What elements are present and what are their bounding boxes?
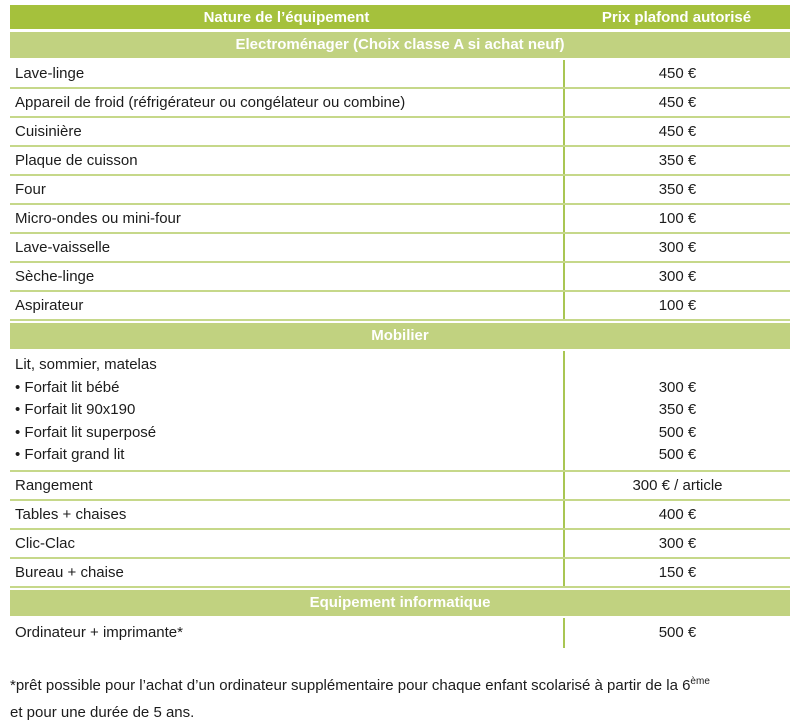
row-price: 400 € [563,501,790,528]
row-price: 450 € [563,60,790,87]
table-row [10,472,790,501]
row-price-group [563,351,790,470]
row-price: 100 € [563,205,790,232]
footnote-line1: *prêt possible pour l’achat d’un ordinateur supplémentaire pour chaque enfant scolarisé à partir de la 6 [10,676,691,694]
row-price-line [565,354,790,377]
header-prix-plafond: Prix plafond autorisé [601,8,752,26]
row-label: Bureau + chaise [15,563,124,581]
row-label: Four [15,181,46,198]
row-price-line: 500 € [658,446,697,463]
row-label-line: • Forfait lit superposé [15,423,157,441]
row-price-line: 350 € [658,401,697,418]
footnote-superscript: ème [690,675,710,687]
table-row [10,176,790,205]
row-price: 100 € [563,292,790,319]
row-label: Cuisinière [15,123,82,140]
table-row [10,205,790,234]
row-price: 300 € [563,234,790,261]
row-label: Micro-ondes ou mini-four [15,210,181,227]
table-row [10,147,790,176]
header-nature-equipement: Nature de l’équipement [203,8,370,26]
table-header-row [10,5,790,29]
row-label: Lave-vaisselle [15,239,111,256]
footnote-line2: et pour une durée de 5 ans. [10,703,195,721]
table-row [10,118,790,147]
table-row [10,60,790,89]
price-ceiling-table [10,5,790,648]
table-row [10,263,790,292]
table-row [10,559,790,588]
section-header-equipement-informatique: Equipement informatique [10,590,790,616]
row-label-line: • Forfait lit bébé [15,378,120,396]
row-price: 300 € [563,530,790,557]
section-header-mobilier: Mobilier [10,323,790,349]
section-header-electromenager: Electroménager (Choix classe A si achat neuf) [10,32,790,58]
row-price: 450 € [563,118,790,145]
row-price: 500 € [563,618,790,648]
row-price: 450 € [563,89,790,116]
row-label: Clic-Clac [15,534,75,552]
row-price: 350 € [563,176,790,203]
row-price-line: 300 € [658,378,697,396]
footnote [10,668,790,726]
row-label-line: • Forfait grand lit [15,446,125,463]
row-price: 350 € [563,147,790,174]
row-label: Lave-linge [15,65,85,82]
row-label: Plaque de cuisson [15,152,138,169]
table-row-lit-sommier-matelas [10,351,790,472]
table-row [10,234,790,263]
row-label: Sèche-linge [15,268,95,285]
row-price-line: 500 € [658,423,697,441]
table-row [10,501,790,530]
table-row [10,618,790,648]
table-row [10,89,790,118]
row-label: Ordinateur + imprimante* [15,624,183,641]
table-row [10,292,790,321]
row-price: 300 € [563,263,790,290]
row-price: 300 € / article [563,472,790,499]
row-label-line: Lit, sommier, matelas [15,356,157,373]
row-label: Tables + chaises [15,505,127,523]
row-price: 150 € [563,559,790,586]
row-label-line: • Forfait lit 90x190 [15,401,136,418]
table-row [10,530,790,559]
row-label: Aspirateur [15,297,84,314]
row-label: Rangement [15,476,93,494]
row-label-group [10,351,563,470]
row-label: Appareil de froid (réfrigérateur ou congélateur ou combine) [15,94,406,111]
